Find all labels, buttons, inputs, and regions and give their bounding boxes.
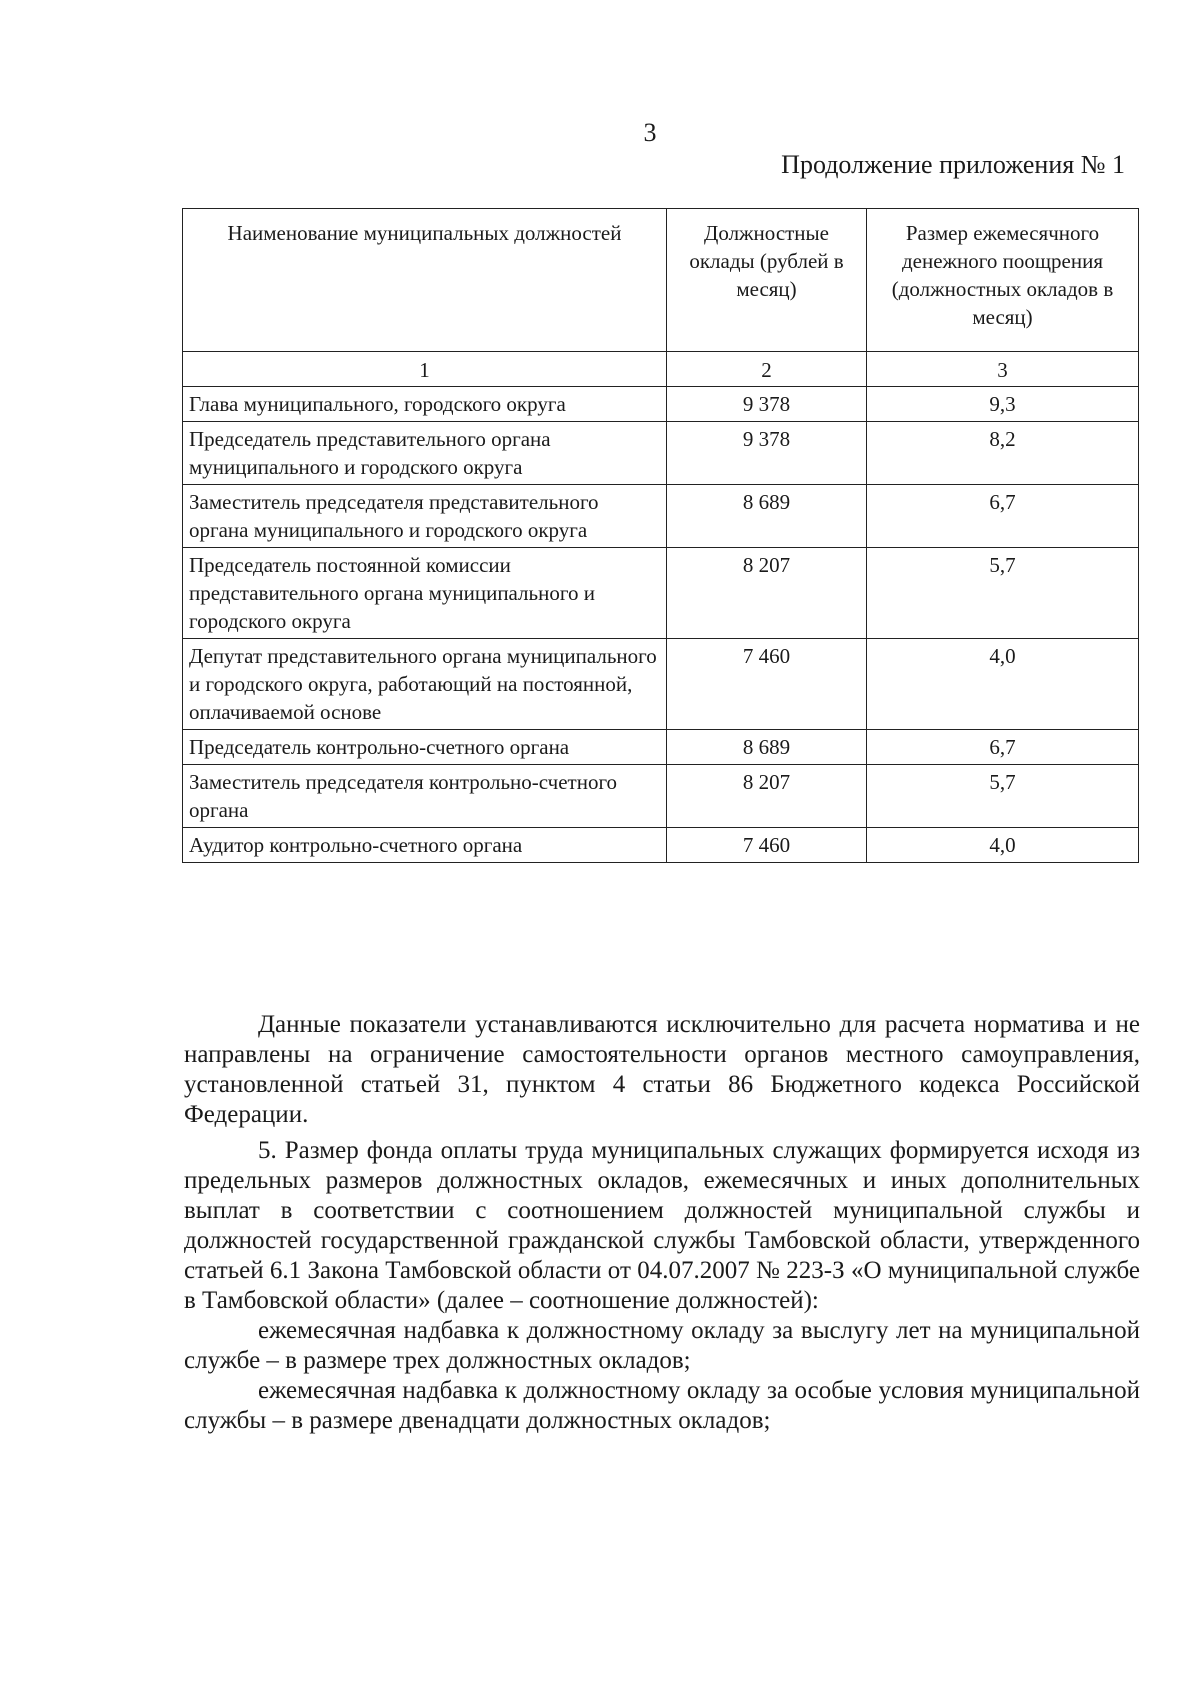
- table-row: [183, 730, 1139, 765]
- salary-table: [182, 208, 1139, 863]
- bonus-value: 5,7: [867, 548, 1139, 639]
- salary-value: 9 378: [667, 422, 867, 485]
- bonus-value: 8,2: [867, 422, 1139, 485]
- salary-value: 8 207: [667, 765, 867, 828]
- paragraph-item-5: 5. Размер фонда оплаты труда муниципальных служащих формируется исходя из предельных размеров должностных окладов, ежемесячных и иных дополнительных выплат в соответствии с соотношением должностей муниципальной службы и должностей государственной гражданской службы Тамбовской области, утвержденного статьей 6.1 Закона Тамбовской области от 04.07.2007 № 223-З «О муниципальной службе в Тамбовской области» (далее – соотношение должностей):: [184, 1137, 1140, 1314]
- position-name: Депутат представительного органа муниципального и городского округа, работающий на постоянной, оплачиваемой основе: [183, 639, 667, 730]
- table-row: [183, 765, 1139, 828]
- paragraph-indicators-note: Данные показатели устанавливаются исключительно для расчета норматива и не направлены на ограничение самостоятельности органов местного самоуправления, установленной статьей 31, пунктом 4 статьи 86 Бюджетного кодекса Российской Федерации.: [184, 1011, 1140, 1128]
- column-number: 3: [867, 352, 1139, 387]
- bonus-value: 6,7: [867, 730, 1139, 765]
- position-name: Председатель контрольно-счетного органа: [183, 730, 667, 765]
- position-name: Аудитор контрольно-счетного органа: [183, 828, 667, 863]
- salary-value: 7 460: [667, 639, 867, 730]
- position-name: Заместитель председателя контрольно-счетного органа: [183, 765, 667, 828]
- header-position-name: Наименование муниципальных должностей: [183, 209, 667, 352]
- table-header-row: [183, 209, 1139, 352]
- column-number: 1: [183, 352, 667, 387]
- table-row: [183, 387, 1139, 422]
- page-number-text: 3: [643, 118, 657, 147]
- position-name: Председатель представительного органа муниципального и городского округа: [183, 422, 667, 485]
- paragraph-special-conditions-allowance: ежемесячная надбавка к должностному окладу за особые условия муниципальной службы – в размере двенадцати должностных окладов;: [184, 1377, 1140, 1434]
- salary-table-container: [182, 208, 1138, 863]
- bonus-value: 4,0: [867, 828, 1139, 863]
- header-salary: Должностные оклады (рублей в месяц): [667, 209, 867, 352]
- table-column-numbers-row: [183, 352, 1139, 387]
- salary-value: 8 689: [667, 485, 867, 548]
- column-number: 2: [667, 352, 867, 387]
- paragraph-seniority-allowance: ежемесячная надбавка к должностному окладу за выслугу лет на муниципальной службе – в размере трех должностных окладов;: [184, 1317, 1140, 1374]
- body-text: [184, 1010, 1140, 1436]
- salary-value: 8 207: [667, 548, 867, 639]
- table-row: [183, 485, 1139, 548]
- table-row: [183, 828, 1139, 863]
- table-row: [183, 639, 1139, 730]
- salary-value: 7 460: [667, 828, 867, 863]
- salary-value: 8 689: [667, 730, 867, 765]
- bonus-value: 9,3: [867, 387, 1139, 422]
- bonus-value: 5,7: [867, 765, 1139, 828]
- table-row: [183, 422, 1139, 485]
- position-name: Глава муниципального, городского округа: [183, 387, 667, 422]
- appendix-continuation-label: Продолжение приложения № 1: [781, 150, 1125, 179]
- position-name: Председатель постоянной комиссии представительного органа муниципального и городского округа: [183, 548, 667, 639]
- table-row: [183, 548, 1139, 639]
- header-bonus: Размер ежемесячного денежного поощрения (должностных окладов в месяц): [867, 209, 1139, 352]
- bonus-value: 6,7: [867, 485, 1139, 548]
- position-name: Заместитель председателя представительного органа муниципального и городского округа: [183, 485, 667, 548]
- page-number: [0, 118, 1200, 148]
- bonus-value: 4,0: [867, 639, 1139, 730]
- salary-value: 9 378: [667, 387, 867, 422]
